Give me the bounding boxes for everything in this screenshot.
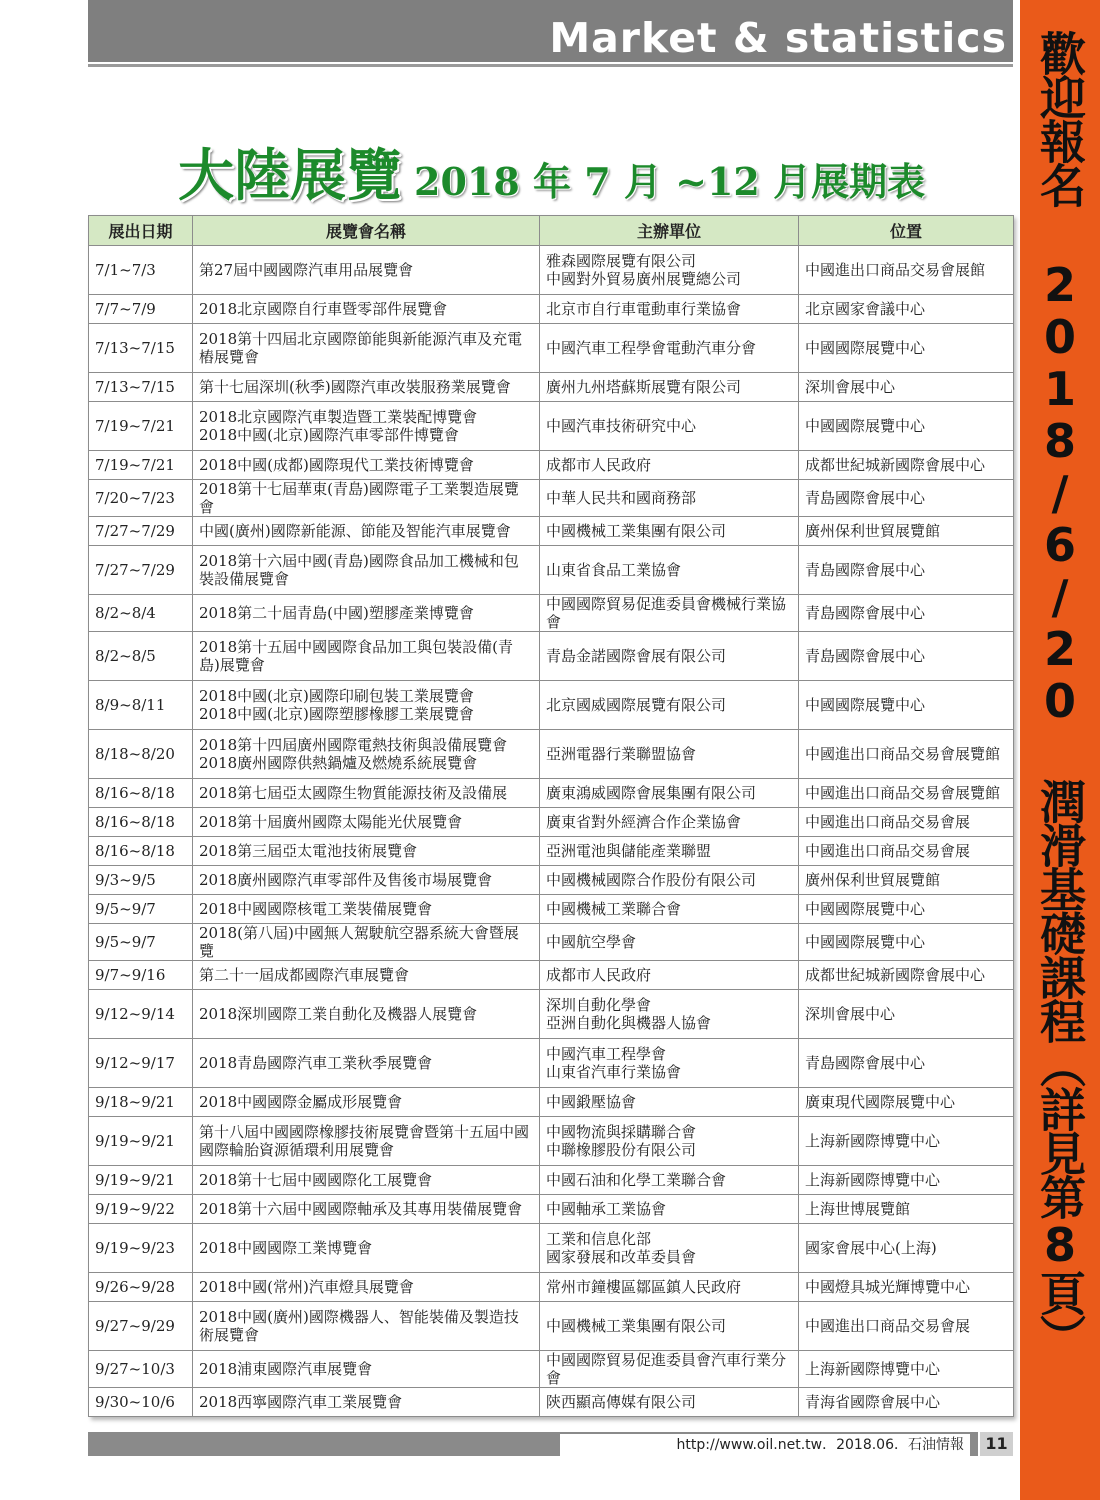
date-cell: 9/19~9/21 [89, 1166, 193, 1195]
table-row [89, 1273, 1014, 1302]
date-cell: 9/30~10/6 [89, 1388, 193, 1417]
date-cell: 7/27~7/29 [89, 546, 193, 595]
organizer-cell: 雅森國際展覽有限公司 中國對外貿易廣州展覽總公司 [540, 246, 799, 295]
location-cell: 中國進出口商品交易會展 [799, 808, 1014, 837]
table-body [89, 246, 1014, 1417]
organizer-cell: 中國物流與採購聯合會 中聯橡膠股份有限公司 [540, 1117, 799, 1166]
date-cell: 9/12~9/17 [89, 1039, 193, 1088]
table-row [89, 1088, 1014, 1117]
exhibition-name-cell: 2018廣州國際汽車零部件及售後市場展覽會 [193, 866, 540, 895]
date-cell: 8/16~8/18 [89, 779, 193, 808]
exhibition-name-cell: 2018中國國際核電工業裝備展覽會 [193, 895, 540, 924]
exhibition-name-cell: 2018中國(北京)國際印刷包裝工業展覽會 2018中國(北京)國際塑膠橡膠工業展覽會 [193, 681, 540, 730]
organizer-cell: 工業和信息化部 國家發展和改革委員會 [540, 1224, 799, 1273]
location-cell: 成都世紀城新國際會展中心 [799, 961, 1014, 990]
location-cell: 中國進出口商品交易會展 [799, 837, 1014, 866]
location-cell: 成都世紀城新國際會展中心 [799, 451, 1014, 480]
table-row [89, 730, 1014, 779]
date-cell: 9/7~9/16 [89, 961, 193, 990]
date-cell: 7/27~7/29 [89, 517, 193, 546]
exhibition-name-cell: 2018中國(常州)汽車燈具展覽會 [193, 1273, 540, 1302]
date-cell: 7/1~7/3 [89, 246, 193, 295]
table-row [89, 1224, 1014, 1273]
exhibition-name-cell: 2018北京國際自行車暨零部件展覽會 [193, 295, 540, 324]
section-title: Market & statistics [549, 14, 1007, 62]
location-cell: 中國進出口商品交易會展覽館 [799, 779, 1014, 808]
header-divider [88, 64, 1013, 67]
exhibition-name-cell: 2018第十七屆華東(青島)國際電子工業製造展覽會 [193, 480, 540, 517]
date-cell: 8/9~8/11 [89, 681, 193, 730]
date-cell: 8/2~8/4 [89, 595, 193, 632]
exhibition-name-cell: 2018(第八屆)中國無人駕駛航空器系統大會暨展覽 [193, 924, 540, 961]
exhibition-name-cell: 2018第十四屆北京國際節能與新能源汽車及充電樁展覽會 [193, 324, 540, 373]
organizer-cell: 北京國威國際展覽有限公司 [540, 681, 799, 730]
table-row [89, 451, 1014, 480]
header-date: 展出日期 [89, 216, 193, 246]
organizer-cell: 北京市自行車電動車行業協會 [540, 295, 799, 324]
location-cell: 深圳會展中心 [799, 990, 1014, 1039]
exhibition-name-cell: 2018中國(廣州)國際機器人、智能裝備及製造技術展覽會 [193, 1302, 540, 1351]
table-row [89, 808, 1014, 837]
date-cell: 9/3~9/5 [89, 866, 193, 895]
exhibition-name-cell: 2018第三屆亞太電池技術展覽會 [193, 837, 540, 866]
table-row [89, 480, 1014, 517]
table-row [89, 1117, 1014, 1166]
table-row [89, 517, 1014, 546]
table-row [89, 837, 1014, 866]
date-cell: 7/7~7/9 [89, 295, 193, 324]
organizer-cell: 中國汽車工程學會電動汽車分會 [540, 324, 799, 373]
date-cell: 9/19~9/21 [89, 1117, 193, 1166]
location-cell: 青島國際會展中心 [799, 480, 1014, 517]
location-cell: 國家會展中心(上海) [799, 1224, 1014, 1273]
exhibition-name-cell: 2018西寧國際汽車工業展覽會 [193, 1388, 540, 1417]
table-row [89, 373, 1014, 402]
location-cell: 廣州保利世貿展覽館 [799, 866, 1014, 895]
organizer-cell: 中國國際貿易促進委員會汽車行業分會 [540, 1351, 799, 1388]
location-cell: 中國進出口商品交易會展覽館 [799, 730, 1014, 779]
table-row [89, 546, 1014, 595]
location-cell: 中國國際展覽中心 [799, 895, 1014, 924]
date-cell: 9/19~9/23 [89, 1224, 193, 1273]
exhibition-name-cell: 2018第十七屆中國國際化工展覽會 [193, 1166, 540, 1195]
date-cell: 8/16~8/18 [89, 837, 193, 866]
organizer-cell: 中國軸承工業協會 [540, 1195, 799, 1224]
location-cell: 中國進出口商品交易會展館 [799, 246, 1014, 295]
table-header-row [89, 216, 1014, 246]
table-row [89, 990, 1014, 1039]
location-cell: 中國國際展覽中心 [799, 402, 1014, 451]
exhibition-name-cell: 2018第十六屆中國(青島)國際食品加工機械和包裝設備展覽會 [193, 546, 540, 595]
exhibition-name-cell: 2018中國國際工業博覽會 [193, 1224, 540, 1273]
exhibition-name-cell: 2018第十四屆廣州國際電熱技術與設備展覽會 2018廣州國際供熱鍋爐及燃燒系統展覽會 [193, 730, 540, 779]
date-cell: 8/16~8/18 [89, 808, 193, 837]
organizer-cell: 成都市人民政府 [540, 451, 799, 480]
table-row [89, 866, 1014, 895]
exhibition-name-cell: 2018第七屆亞太國際生物質能源技術及設備展 [193, 779, 540, 808]
date-cell: 9/27~10/3 [89, 1351, 193, 1388]
header-location: 位置 [799, 216, 1014, 246]
table-row [89, 895, 1014, 924]
title-sub: 2018 年 7 月 ~12 月展期表 [414, 159, 926, 204]
date-cell: 9/5~9/7 [89, 895, 193, 924]
location-cell: 青海省國際會展中心 [799, 1388, 1014, 1417]
organizer-cell: 山東省食品工業協會 [540, 546, 799, 595]
organizer-cell: 亞洲電池與儲能產業聯盟 [540, 837, 799, 866]
organizer-cell: 中國機械工業集團有限公司 [540, 1302, 799, 1351]
organizer-cell: 中國國際貿易促進委員會機械行業協會 [540, 595, 799, 632]
location-cell: 上海新國際博覽中心 [799, 1117, 1014, 1166]
side-banner [1020, 0, 1100, 1500]
table-row [89, 1302, 1014, 1351]
organizer-cell: 中國機械工業集團有限公司 [540, 517, 799, 546]
exhibition-table [88, 215, 1014, 1417]
location-cell: 上海新國際博覽中心 [799, 1166, 1014, 1195]
table-row [89, 1388, 1014, 1417]
location-cell: 北京國家會議中心 [799, 295, 1014, 324]
exhibition-table-wrap [88, 215, 1013, 1417]
exhibition-name-cell: 第二十一屆成都國際汽車展覽會 [193, 961, 540, 990]
organizer-cell: 中國石油和化學工業聯合會 [540, 1166, 799, 1195]
exhibition-name-cell: 2018青島國際汽車工業秋季展覽會 [193, 1039, 540, 1088]
date-cell: 9/19~9/22 [89, 1195, 193, 1224]
footer-text: http://www.oil.net.tw．2018.06．石油情報 [560, 1434, 970, 1456]
date-cell: 7/19~7/21 [89, 451, 193, 480]
exhibition-name-cell: 2018第二十屆青島(中國)塑膠產業博覽會 [193, 595, 540, 632]
organizer-cell: 深圳自動化學會 亞洲自動化與機器人協會 [540, 990, 799, 1039]
exhibition-name-cell: 第十七屆深圳(秋季)國際汽車改裝服務業展覽會 [193, 373, 540, 402]
organizer-cell: 陝西顯高傳媒有限公司 [540, 1388, 799, 1417]
date-cell: 8/2~8/5 [89, 632, 193, 681]
location-cell: 上海新國際博覽中心 [799, 1351, 1014, 1388]
organizer-cell: 中國汽車技術研究中心 [540, 402, 799, 451]
organizer-cell: 中國機械國際合作股份有限公司 [540, 866, 799, 895]
location-cell: 中國國際展覽中心 [799, 681, 1014, 730]
organizer-cell: 中國鍛壓協會 [540, 1088, 799, 1117]
exhibition-name-cell: 中國(廣州)國際新能源、節能及智能汽車展覽會 [193, 517, 540, 546]
table-row [89, 595, 1014, 632]
exhibition-name-cell: 第27屆中國國際汽車用品展覽會 [193, 246, 540, 295]
title-main: 大陸展覽 [178, 144, 402, 209]
location-cell: 廣州保利世貿展覽館 [799, 517, 1014, 546]
organizer-cell: 常州市鐘樓區鄒區鎮人民政府 [540, 1273, 799, 1302]
organizer-cell: 亞洲電器行業聯盟協會 [540, 730, 799, 779]
table-row [89, 1039, 1014, 1088]
location-cell: 深圳會展中心 [799, 373, 1014, 402]
location-cell: 青島國際會展中心 [799, 632, 1014, 681]
location-cell: 上海世博展覽館 [799, 1195, 1014, 1224]
date-cell: 7/20~7/23 [89, 480, 193, 517]
exhibition-name-cell: 2018第十屆廣州國際太陽能光伏展覽會 [193, 808, 540, 837]
organizer-cell: 成都市人民政府 [540, 961, 799, 990]
date-cell: 9/26~9/28 [89, 1273, 193, 1302]
organizer-cell: 廣東鴻威國際會展集團有限公司 [540, 779, 799, 808]
location-cell: 中國燈具城光輝博覽中心 [799, 1273, 1014, 1302]
exhibition-name-cell: 2018浦東國際汽車展覽會 [193, 1351, 540, 1388]
exhibition-name-cell: 2018第十五屆中國國際食品加工與包裝設備(青島)展覽會 [193, 632, 540, 681]
table-row [89, 924, 1014, 961]
table-row [89, 1166, 1014, 1195]
table-row [89, 681, 1014, 730]
date-cell: 9/12~9/14 [89, 990, 193, 1039]
location-cell: 中國國際展覽中心 [799, 924, 1014, 961]
table-row [89, 295, 1014, 324]
organizer-cell: 中華人民共和國商務部 [540, 480, 799, 517]
location-cell: 青島國際會展中心 [799, 595, 1014, 632]
organizer-cell: 中國航空學會 [540, 924, 799, 961]
date-cell: 9/18~9/21 [89, 1088, 193, 1117]
date-cell: 7/19~7/21 [89, 402, 193, 451]
date-cell: 9/5~9/7 [89, 924, 193, 961]
exhibition-name-cell: 2018北京國際汽車製造暨工業裝配博覽會 2018中國(北京)國際汽車零部件博覽會 [193, 402, 540, 451]
table-row [89, 246, 1014, 295]
header-bar [88, 0, 1013, 62]
location-cell: 青島國際會展中心 [799, 1039, 1014, 1088]
date-cell: 7/13~7/15 [89, 373, 193, 402]
location-cell: 中國國際展覽中心 [799, 324, 1014, 373]
exhibition-name-cell: 2018第十六屆中國國際軸承及其專用裝備展覽會 [193, 1195, 540, 1224]
table-row [89, 324, 1014, 373]
table-row [89, 1195, 1014, 1224]
organizer-cell: 中國汽車工程學會 山東省汽車行業協會 [540, 1039, 799, 1088]
organizer-cell: 廣州九州塔蘇斯展覽有限公司 [540, 373, 799, 402]
header-name: 展覽會名稱 [193, 216, 540, 246]
organizer-cell: 青島金諾國際會展有限公司 [540, 632, 799, 681]
table-row [89, 402, 1014, 451]
organizer-cell: 廣東省對外經濟合作企業協會 [540, 808, 799, 837]
table-row [89, 779, 1014, 808]
exhibition-name-cell: 2018中國國際金屬成形展覽會 [193, 1088, 540, 1117]
table-row [89, 961, 1014, 990]
exhibition-name-cell: 2018中國(成都)國際現代工業技術博覽會 [193, 451, 540, 480]
table-row [89, 632, 1014, 681]
date-cell: 8/18~8/20 [89, 730, 193, 779]
date-cell: 7/13~7/15 [89, 324, 193, 373]
header-organizer: 主辦單位 [540, 216, 799, 246]
location-cell: 中國進出口商品交易會展 [799, 1302, 1014, 1351]
page-title [178, 132, 925, 212]
page-number: 11 [980, 1432, 1013, 1456]
exhibition-name-cell: 2018深圳國際工業自動化及機器人展覽會 [193, 990, 540, 1039]
location-cell: 青島國際會展中心 [799, 546, 1014, 595]
side-banner-text: 歡迎報名 2018/6/20 潤滑基礎課程（詳見第8頁） [1033, 30, 1087, 1358]
date-cell: 9/27~9/29 [89, 1302, 193, 1351]
organizer-cell: 中國機械工業聯合會 [540, 895, 799, 924]
table-row [89, 1351, 1014, 1388]
location-cell: 廣東現代國際展覽中心 [799, 1088, 1014, 1117]
exhibition-name-cell: 第十八屆中國國際橡膠技術展覽會暨第十五屆中國國際輪胎資源循環利用展覽會 [193, 1117, 540, 1166]
